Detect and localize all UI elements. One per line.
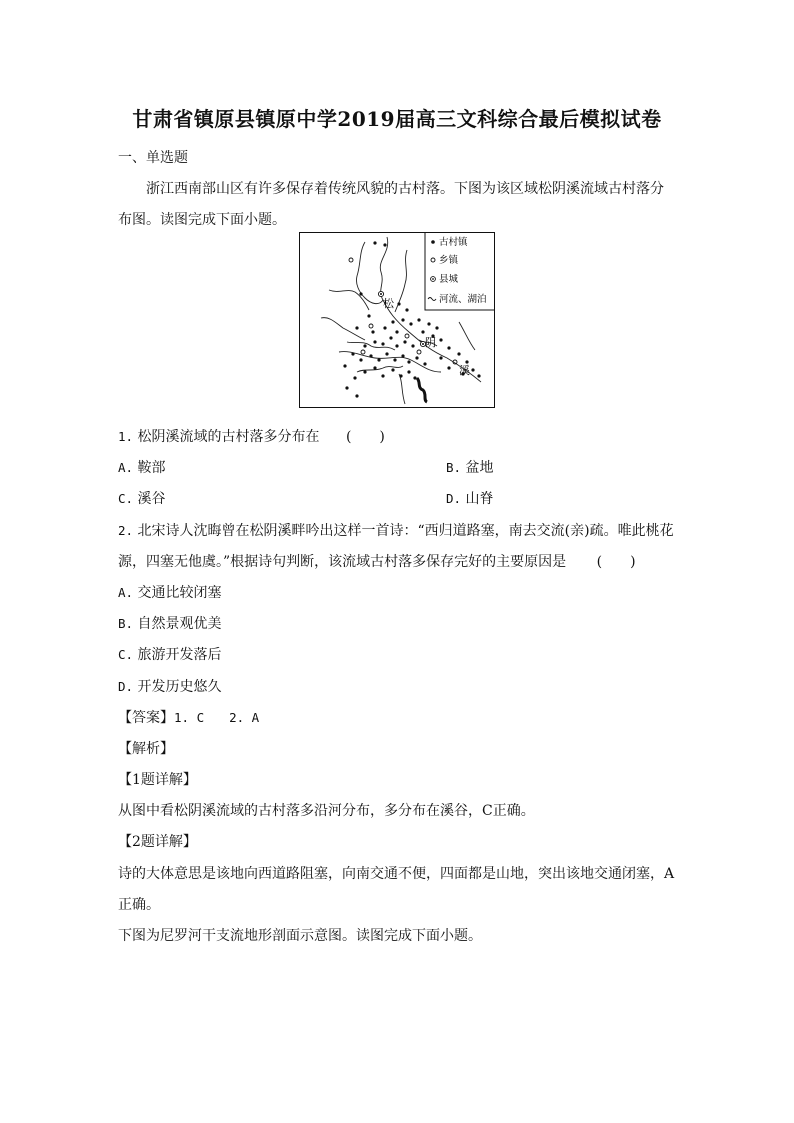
legend-village-icon [431,240,435,244]
question-2-answer-blank: ( ) [596,554,636,570]
q2-option-a[interactable]: A. 交通比较闭塞 [118,585,222,601]
q1-option-b[interactable]: B. 盆地 [446,460,494,476]
q2-option-c[interactable]: C. 旅游开发落后 [118,647,222,663]
question-2-number: 2. [118,523,134,538]
q1-detail-text: 从图中看松阴溪流域的古村落多沿河分布，多分布在溪谷，C正确。 [118,803,535,819]
q2-detail-line-2: 正确。 [118,897,160,913]
question-2-line-1: 2. 北宋诗人沈晦曾在松阴溪畔吟出这样一首诗：“西归道路塞，南去交流(亲)疏。唯此桃花 [118,523,674,539]
map-label-yin: 阴 [425,336,436,349]
intro-line-2: 布图。读图完成下面小题。 [118,212,286,228]
q1-option-c[interactable]: C. 溪谷 [118,491,166,507]
next-figure-intro: 下图为尼罗河干支流地形剖面示意图。读图完成下面小题。 [118,928,482,944]
q2-detail-line-1: 诗的大体意思是该地向西道路阻塞，向南交通不便，四面都是山地，突出该地交通闭塞，A [118,866,675,882]
legend-river-label: 河流、湖泊 [439,294,487,305]
q1-detail-label: 【1题详解】 [118,772,197,788]
question-1-number: 1. [118,429,134,444]
question-1-answer-blank: ( ) [345,429,385,445]
q2-option-b[interactable]: B. 自然景观优美 [118,616,222,632]
legend-county-label: 县城 [439,274,459,285]
page-title: 甘肃省镇原县镇原中学2019届高三文科综合最后模拟试卷 [132,107,662,131]
map-label-song: 松 [383,297,394,310]
village-distribution-map [299,232,495,408]
q1-option-d[interactable]: D. 山脊 [446,491,494,507]
question-1-stem: 松阴溪流域的古村落多分布在 [137,429,320,445]
legend-county-icon [432,278,434,280]
answer-line [118,707,259,727]
question-2-line-2: 源，四塞无他虞。”根据诗句判断，该流域古村落多保存完好的主要原因是 ( ) [118,554,636,570]
q1-option-a[interactable]: A. 鞍部 [118,460,166,476]
intro-line-1: 浙江西南部山区有许多保存着传统风貌的古村落。下图为该区域松阴溪流域古村落分 [146,181,664,197]
legend-township-label: 乡镇 [439,255,459,266]
legend-village-label: 古村镇 [439,237,468,248]
q2-option-d[interactable]: D. 开发历史悠久 [118,679,222,695]
analysis-label: 【解析】 [118,741,174,757]
q2-detail-label: 【2题详解】 [118,834,197,850]
map-label-xi: 溪 [459,364,470,377]
answer-text: 1. C 2. A [174,710,260,725]
answer-label: 【答案】 [118,710,174,726]
section-heading: 一、单选题 [118,150,188,166]
question-1 [118,426,385,446]
